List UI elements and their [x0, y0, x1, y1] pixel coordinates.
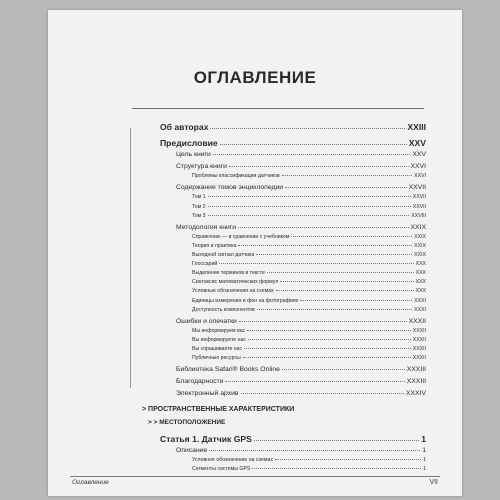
toc-entry-label: Методология книги — [176, 223, 237, 231]
toc-entry — [192, 173, 426, 179]
toc-entry — [148, 419, 426, 426]
toc-entry-page: XXXIII — [406, 378, 426, 386]
toc-entry-page: XXVII — [412, 203, 426, 210]
toc-entry-label: Глоссарий — [192, 261, 218, 268]
title-divider — [132, 108, 424, 109]
toc-entry-page: XXVI — [414, 173, 426, 180]
toc-entry-page: 1 — [421, 433, 426, 444]
toc-leader-dots — [285, 186, 407, 188]
toc-entry-page: XXVIII — [411, 212, 426, 219]
toc-entry-page: XXIX — [414, 242, 426, 249]
book-page — [48, 10, 462, 496]
toc-entry-page: XXXIII — [406, 366, 426, 374]
toc-leader-dots — [291, 235, 412, 237]
toc-entry-label: Проблемы классификации датчиков — [192, 173, 280, 180]
toc-leader-dots — [238, 226, 408, 228]
toc-entry-page: XXX — [415, 279, 426, 286]
toc-entry — [192, 234, 426, 240]
toc-leader-dots — [244, 347, 411, 349]
footer-divider — [70, 476, 440, 477]
toc-entry — [192, 213, 426, 219]
toc-leader-dots — [229, 165, 409, 167]
toc-entry-page: XXXII — [412, 336, 426, 343]
toc-entry-page: XXXII — [408, 317, 426, 325]
toc-entry-label: Справочник — в сравнении с учебником — [192, 233, 290, 240]
toc-entry-label: Том 3 — [192, 212, 206, 219]
toc-entry — [192, 298, 426, 304]
toc-entry-label: Вы спрашиваете нас — [192, 346, 243, 352]
toc-entry-label: Выходной сигнал датчика — [192, 252, 255, 258]
toc-entry-page: 1 — [423, 466, 426, 473]
toc-entry-label: Благодарности — [176, 378, 224, 386]
toc-entry-page: XXXII — [412, 355, 426, 362]
toc-entry-label: Том 2 — [192, 203, 206, 210]
toc-entry — [176, 378, 426, 385]
toc-leader-dots — [239, 320, 407, 322]
toc-leader-dots — [208, 205, 411, 207]
toc-leader-dots — [257, 308, 412, 310]
toc-leader-dots — [208, 195, 411, 197]
toc-leader-dots — [243, 356, 411, 358]
toc-entry-label: Выделение терминов в тексте — [192, 270, 265, 277]
toc-entry — [176, 447, 426, 454]
toc-entry-page: 1 — [423, 457, 426, 464]
toc-entry-page: XXIX — [410, 223, 426, 231]
toc-leader-dots — [210, 127, 405, 129]
toc-entry-label: Предисловие — [160, 137, 218, 148]
toc-entry — [160, 434, 426, 444]
toc-entry-label: Библиотека Safari® Books Online — [176, 366, 280, 374]
toc-entry — [176, 151, 426, 158]
toc-entry-label: Публичные ресурсы — [192, 355, 241, 362]
toc-entry — [176, 366, 426, 373]
toc-entry-page: XXX — [415, 288, 426, 295]
toc-leader-dots — [208, 214, 410, 216]
toc-leader-dots — [252, 467, 421, 469]
toc-entry-page: XXVI — [410, 163, 426, 171]
toc-entry-page: XXV — [412, 151, 426, 158]
page-title: ОГЛАВЛЕНИЕ — [193, 68, 317, 87]
toc-leader-dots — [280, 280, 413, 282]
toc-entry-label: Цель книги — [176, 151, 211, 158]
toc-entry — [192, 307, 426, 313]
page-number: VII — [429, 479, 438, 486]
toc-leader-dots — [247, 329, 411, 331]
toc-entry — [160, 122, 426, 132]
toc-entry — [142, 406, 426, 413]
toc-entry-label: Содержание томов энциклопедии — [176, 184, 284, 192]
toc-leader-dots — [238, 244, 412, 246]
toc-entry-label: Условные обозначения на схемах — [192, 288, 274, 295]
toc-leader-dots — [241, 392, 404, 394]
toc-entry-label: Синтаксис математических формул — [192, 279, 279, 286]
toc-leader-dots — [282, 368, 405, 370]
toc-leader-dots — [219, 262, 413, 264]
toc-entry — [192, 261, 426, 267]
toc-entry-label: Мы информируем вас — [192, 327, 246, 334]
toc-leader-dots — [213, 153, 411, 155]
toc-entry-label: Условное обозначение на схемах — [192, 457, 273, 464]
toc-entry — [192, 204, 426, 210]
toc-leader-dots — [209, 449, 420, 451]
toc-entry — [176, 318, 426, 325]
toc-entry — [192, 270, 426, 276]
toc-entry — [160, 138, 426, 148]
toc-entry-label: Сегменты системы GPS — [192, 466, 251, 473]
toc-entry-page: XXV — [408, 137, 426, 148]
toc-entry-label: Том 1 — [192, 194, 206, 201]
toc-entry-page: XXX — [415, 270, 426, 277]
toc-entry-label: Ошибки и опечатки — [176, 317, 237, 325]
toc-entry — [192, 279, 426, 285]
toc-leader-dots — [254, 439, 419, 441]
toc-entry-page: XXXII — [412, 346, 426, 352]
toc-leader-dots — [276, 289, 414, 291]
toc-entry-page: XXXI — [414, 306, 426, 313]
toc-entry-page: XXXII — [412, 327, 426, 334]
toc-entry — [192, 337, 426, 343]
toc-leader-dots — [248, 338, 411, 340]
margin-rule — [130, 128, 131, 388]
toc-entry-label: Теория и практика — [192, 242, 237, 249]
toc-entry-label: Доступность компонентов — [192, 306, 255, 313]
toc-entry-page: XXX — [415, 261, 426, 268]
toc-entry-label: Описание — [176, 447, 208, 454]
toc-entry-label: Вы информируете нас — [192, 336, 246, 343]
toc-leader-dots — [275, 458, 421, 460]
toc-entry-label: Статья 1. Датчик GPS — [160, 433, 252, 444]
toc-entry-page: XXVII — [408, 184, 426, 192]
running-footer-title: Оглавление — [72, 479, 109, 486]
toc-entry — [176, 224, 426, 231]
toc-entry — [192, 457, 426, 463]
toc-entry — [192, 466, 426, 472]
toc-entry — [192, 243, 426, 249]
toc-entry-page: XXXI — [414, 297, 426, 304]
toc-entry-page: XXIX — [414, 252, 426, 258]
toc-entry-label: > ПРОСТРАНСТВЕННЫЕ ХАРАКТЕРИСТИКИ — [142, 406, 295, 413]
toc-entry-page: 1 — [422, 447, 426, 454]
toc-leader-dots — [282, 174, 413, 176]
toc-entry-page: XXVII — [412, 194, 426, 201]
toc-entry-page: XXXIV — [405, 390, 426, 398]
toc-entry-label: Электронный архив — [176, 390, 239, 398]
toc-entry — [192, 194, 426, 200]
toc-entry-page: XXIII — [407, 122, 426, 132]
toc-leader-dots — [267, 271, 414, 273]
toc-entry — [176, 184, 426, 191]
toc-entry-label: > > МЕСТОПОЛОЖЕНИЕ — [148, 419, 226, 426]
toc-leader-dots — [220, 143, 407, 145]
toc-entry — [192, 328, 426, 334]
toc-entry — [192, 346, 426, 352]
toc-entry — [176, 163, 426, 170]
toc-entry — [176, 390, 426, 397]
toc-leader-dots — [300, 299, 412, 301]
toc-entry — [192, 252, 426, 258]
toc-leader-dots — [256, 253, 412, 255]
toc-entry — [192, 355, 426, 361]
toc-entry-label: Об авторах — [160, 122, 209, 132]
toc-entry-label: Структура книги — [176, 163, 227, 171]
toc-entry-label: Единицы измерения и фон на фотографиях — [192, 297, 299, 304]
toc-entry-page: XXIX — [414, 233, 426, 240]
toc-entry — [192, 288, 426, 294]
toc-leader-dots — [225, 380, 404, 382]
